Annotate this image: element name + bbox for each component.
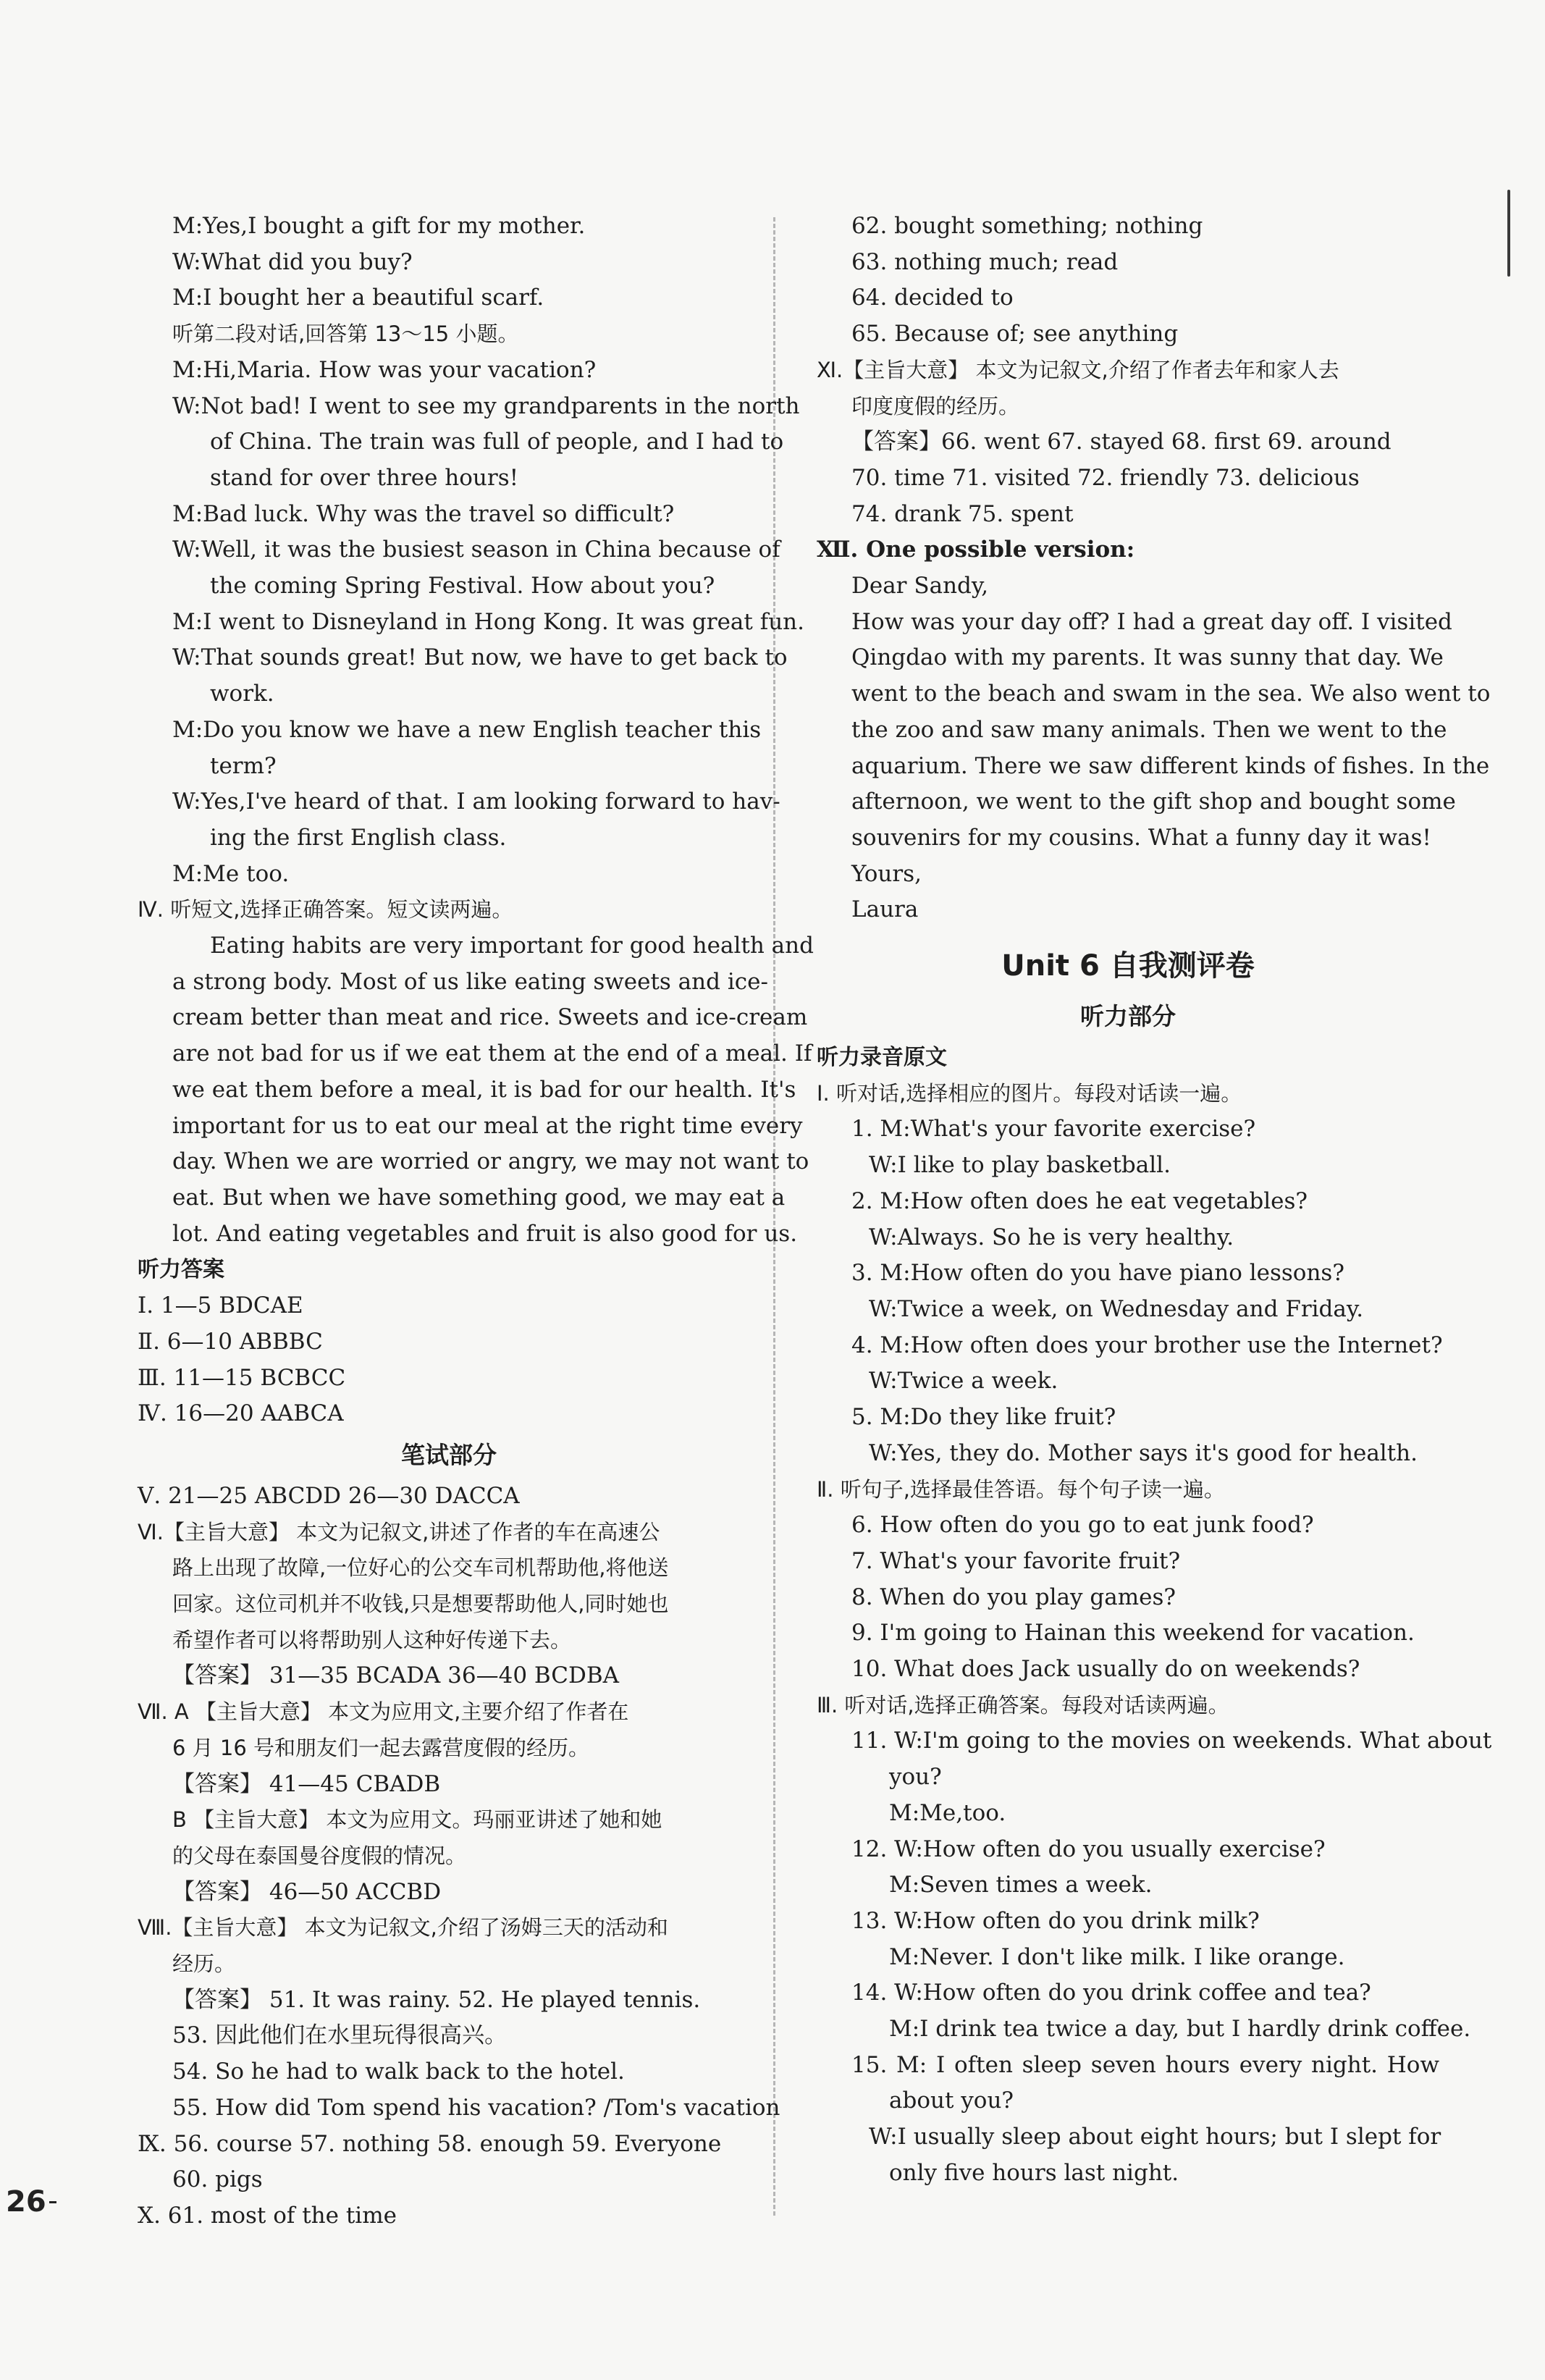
left-line: Ⅸ. 56. course 57. nothing 58. enough 59. Everyone bbox=[138, 2130, 722, 2157]
right-line: M:Never. I don't like milk. I like orange. bbox=[889, 1943, 1345, 1970]
left-line: W:What did you buy? bbox=[172, 248, 413, 275]
left-line: W:That sounds great! But now, we have to get back to bbox=[172, 644, 788, 671]
right-line: 12. W:How often do you usually exercise? bbox=[851, 1836, 1326, 1862]
left-line: 53. 因此他们在水里玩得很高兴。 bbox=[172, 2022, 508, 2049]
left-line: 希望作者可以将帮助别人这种好传递下去。 bbox=[172, 1627, 572, 1652]
right-line: 70. time 71. visited 72. friendly 73. delicious bbox=[851, 464, 1360, 491]
right-line: 4. M:How often does your brother use the Internet? bbox=[851, 1332, 1443, 1358]
left-line: Ⅵ.【主旨大意】 本文为记叙文,讲述了作者的车在高速公 bbox=[138, 1519, 660, 1544]
right-line: W:Always. So he is very healthy. bbox=[869, 1224, 1234, 1250]
left-line: of China. The train was full of people, and I had to bbox=[210, 429, 784, 455]
right-line: 【答案】66. went 67. stayed 68. first 69. around bbox=[851, 429, 1392, 455]
right-line: afternoon, we went to the gift shop and bought some bbox=[851, 789, 1456, 815]
left-line: 经历。 bbox=[172, 1951, 236, 1977]
left-line: M:Do you know we have a new English teacher this bbox=[172, 716, 762, 743]
left-column bbox=[138, 209, 814, 2234]
left-line: M:I bought her a beautiful scarf. bbox=[172, 285, 544, 311]
right-line: 5. M:Do they like fruit? bbox=[851, 1404, 1116, 1431]
left-line: are not bad for us if we eat them at the end of a meal. If bbox=[172, 1040, 812, 1067]
left-line: 回家。这位司机并不收钱,只是想要帮助他人,同时她也 bbox=[172, 1591, 669, 1617]
right-line: 74. drank 75. spent bbox=[851, 500, 1074, 527]
left-line: M:Yes,I bought a gift for my mother. bbox=[172, 213, 586, 239]
left-line: a strong body. Most of us like eating sweets and ice- bbox=[172, 968, 768, 995]
right-line: Ⅻ. One possible version: bbox=[817, 537, 1135, 563]
right-line: 2. M:How often does he eat vegetables? bbox=[851, 1187, 1308, 1214]
left-line: Ⅶ. A 【主旨大意】 本文为应用文,主要介绍了作者在 bbox=[138, 1699, 629, 1725]
page-edge-mark bbox=[1507, 190, 1510, 277]
left-line: 【答案】 46—50 ACCBD bbox=[172, 1878, 442, 1905]
left-line: Ⅳ. 听短文,选择正确答案。短文读两遍。 bbox=[138, 897, 513, 922]
right-line: 听力部分 bbox=[1080, 1002, 1176, 1031]
left-line: W:Yes,I've heard of that. I am looking forward to hav- bbox=[172, 789, 780, 815]
right-line: M:I drink tea twice a day, but I hardly drink coffee. bbox=[889, 2016, 1471, 2043]
right-line: Laura bbox=[851, 896, 919, 923]
right-line: went to the beach and swam in the sea. We also went to bbox=[851, 681, 1491, 707]
left-line: 听第二段对话,回答第 13～15 小题。 bbox=[172, 321, 519, 347]
left-line: 听力答案 bbox=[138, 1257, 224, 1283]
left-line: Ⅳ. 16—20 AABCA bbox=[138, 1400, 344, 1427]
left-line: stand for over three hours! bbox=[210, 464, 519, 491]
left-line: Ⅰ. 1—5 BDCAE bbox=[138, 1292, 303, 1319]
right-line: Qingdao with my parents. It was sunny that day. We bbox=[851, 644, 1444, 671]
left-line: 54. So he had to walk back to the hotel. bbox=[172, 2059, 625, 2085]
left-line: Ⅹ. 61. most of the time bbox=[138, 2202, 397, 2229]
right-line: W:I like to play basketball. bbox=[869, 1152, 1171, 1179]
left-line: 60. pigs bbox=[172, 2166, 263, 2193]
left-line: Ⅷ.【主旨大意】 本文为记叙文,介绍了汤姆三天的活动和 bbox=[138, 1915, 668, 1940]
right-line: 64. decided to bbox=[851, 285, 1014, 311]
right-line: W:Twice a week, on Wednesday and Friday. bbox=[869, 1295, 1364, 1322]
right-line: 听力录音原文 bbox=[817, 1045, 947, 1071]
right-line: 13. W:How often do you drink milk? bbox=[851, 1907, 1260, 1934]
right-line: Yours, bbox=[851, 860, 922, 887]
left-line: W:Not bad! I went to see my grandparents in the north bbox=[172, 392, 800, 419]
left-line: 路上出现了故障,一位好心的公交车司机帮助他,将他送 bbox=[172, 1555, 669, 1581]
left-line: B 【主旨大意】 本文为应用文。玛丽亚讲述了她和她 bbox=[172, 1807, 662, 1833]
right-column bbox=[817, 209, 1492, 2192]
right-line: Ⅺ.【主旨大意】 本文为记叙文,介绍了作者去年和家人去 bbox=[817, 357, 1339, 382]
right-line: 3. M:How often do you have piano lessons? bbox=[851, 1260, 1344, 1287]
right-line: aquarium. There we saw different kinds of fishes. In the bbox=[851, 752, 1490, 779]
right-line: 8. When do you play games? bbox=[851, 1584, 1176, 1610]
left-line: M:Bad luck. Why was the travel so difficult? bbox=[172, 500, 675, 527]
left-line: Ⅴ. 21—25 ABCDD 26—30 DACCA bbox=[138, 1482, 520, 1509]
right-line: 15. M: I often sleep seven hours every night. How bbox=[851, 2051, 1439, 2078]
right-line: the zoo and saw many animals. Then we went to the bbox=[851, 716, 1447, 743]
right-line: about you? bbox=[889, 2087, 1014, 2114]
left-line: eat. But when we have something good, we may eat a bbox=[172, 1184, 786, 1211]
left-line: 【答案】 41—45 CBADB bbox=[172, 1770, 441, 1797]
right-line: 6. How often do you go to eat junk food? bbox=[851, 1512, 1314, 1539]
right-line: Ⅲ. 听对话,选择正确答案。每段对话读两遍。 bbox=[817, 1692, 1229, 1717]
right-line: 10. What does Jack usually do on weekends? bbox=[851, 1656, 1360, 1683]
right-line: W:Twice a week. bbox=[869, 1368, 1058, 1395]
left-line: Eating habits are very important for good health and bbox=[210, 933, 814, 959]
right-line: M:Seven times a week. bbox=[889, 1872, 1153, 1898]
left-line: we eat them before a meal, it is bad for our health. It's bbox=[172, 1076, 796, 1103]
right-line: only five hours last night. bbox=[889, 2159, 1179, 2186]
right-line: Ⅱ. 听句子,选择最佳答语。每个句子读一遍。 bbox=[817, 1476, 1225, 1502]
left-line: W:Well, it was the busiest season in China because of bbox=[172, 537, 780, 563]
left-line: M:I went to Disneyland in Hong Kong. It was great fun. bbox=[172, 608, 804, 635]
left-line: work. bbox=[210, 681, 274, 707]
left-line: M:Me too. bbox=[172, 860, 290, 887]
right-line: M:Me,too. bbox=[889, 1799, 1006, 1826]
right-line: W:I usually sleep about eight hours; but I slept for bbox=[869, 2124, 1441, 2150]
left-line: Ⅱ. 6—10 ABBBC bbox=[138, 1328, 323, 1355]
right-line: Dear Sandy, bbox=[851, 573, 989, 600]
right-line: Ⅰ. 听对话,选择相应的图片。每段对话读一遍。 bbox=[817, 1080, 1242, 1106]
left-line: 笔试部分 bbox=[401, 1440, 497, 1469]
right-line: 63. nothing much; read bbox=[851, 248, 1119, 275]
right-line: Unit 6 自我测评卷 bbox=[1001, 949, 1255, 983]
right-line: 7. What's your favorite fruit? bbox=[851, 1547, 1181, 1574]
right-line: How was your day off? I had a great day off. I visited bbox=[851, 608, 1452, 635]
left-line: 55. How did Tom spend his vacation? /Tom's vacation bbox=[172, 2094, 780, 2121]
right-line: 11. W:I'm going to the movies on weekends. What about bbox=[851, 1728, 1492, 1754]
left-line: term? bbox=[210, 752, 277, 779]
right-line: you? bbox=[889, 1764, 942, 1791]
right-line: souvenirs for my cousins. What a funny day it was! bbox=[851, 824, 1431, 851]
left-line: important for us to eat our meal at the right time every bbox=[172, 1112, 803, 1139]
left-line: day. When we are worried or angry, we may not want to bbox=[172, 1148, 809, 1175]
left-line: 【答案】 31—35 BCADA 36—40 BCDBA bbox=[172, 1662, 620, 1689]
left-line: cream better than meat and rice. Sweets and ice-cream bbox=[172, 1004, 808, 1031]
left-line: M:Hi,Maria. How was your vacation? bbox=[172, 356, 597, 383]
right-line: 1. M:What's your favorite exercise? bbox=[851, 1116, 1256, 1143]
right-line: 65. Because of; see anything bbox=[851, 321, 1179, 348]
left-line: lot. And eating vegetables and fruit is also good for us. bbox=[172, 1220, 798, 1247]
right-line: 14. W:How often do you drink coffee and tea? bbox=[851, 1980, 1371, 2006]
page-number: 26 bbox=[6, 2177, 56, 2227]
right-line: 印度度假的经历。 bbox=[851, 393, 1020, 419]
right-line: 9. I'm going to Hainan this weekend for vacation. bbox=[851, 1620, 1415, 1647]
left-line: 的父母在泰国曼谷度假的情况。 bbox=[172, 1843, 467, 1868]
left-line: Ⅲ. 11—15 BCBCC bbox=[138, 1364, 346, 1391]
left-line: 6 月 16 号和朋友们一起去露营度假的经历。 bbox=[172, 1735, 590, 1760]
left-line: ing the first English class. bbox=[210, 824, 507, 851]
right-line: W:Yes, they do. Mother says it's good for health. bbox=[869, 1439, 1418, 1466]
left-line: 【答案】 51. It was rainy. 52. He played tennis. bbox=[172, 1986, 701, 2013]
right-line: 62. bought something; nothing bbox=[851, 213, 1203, 239]
left-line: the coming Spring Festival. How about you? bbox=[210, 573, 715, 600]
